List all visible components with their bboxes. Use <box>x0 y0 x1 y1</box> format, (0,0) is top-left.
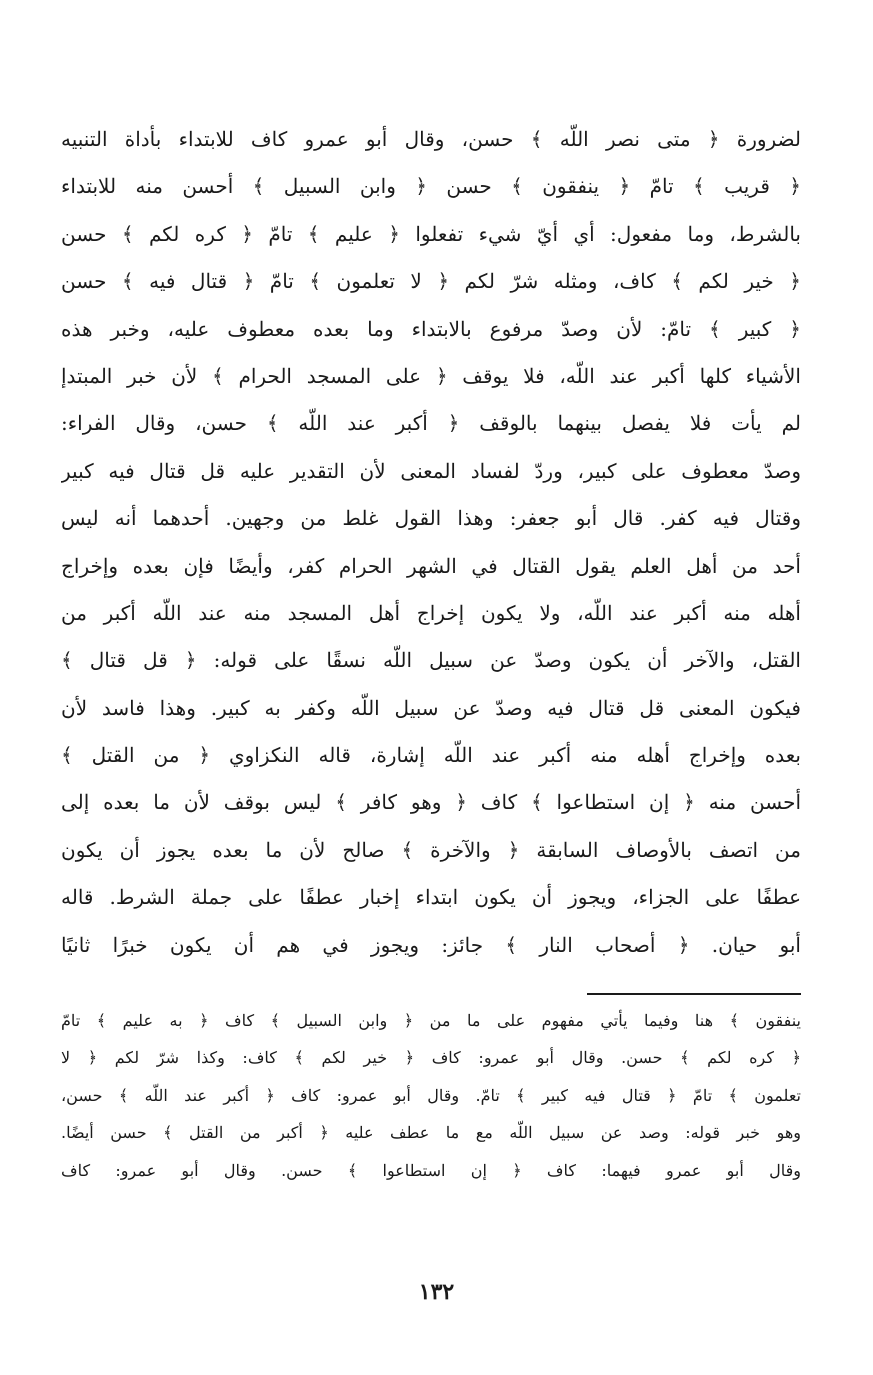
text-line: ﴿ قريب ﴾ تامّ ﴿ ينفقون ﴾ حسن ﴿ وابن السبيل ﴾ أحسن منه للابتداء <box>61 174 801 199</box>
page-number: ١٣٢ <box>418 1279 455 1305</box>
text-line: وقتال فيه كفر. قال أبو جعفر: وهذا القول غلط من وجهين. أحدهما أنه ليس <box>61 506 801 531</box>
text-line: الأشياء كلها أكبر عند اللّه، فلا يوقف ﴿ على المسجد الحرام ﴾ لأن خبر المبتدإ <box>61 363 801 388</box>
footnote-divider <box>587 993 801 995</box>
text-line: أهله منه أكبر عند اللّه، ولا يكون إخراج أهل المسجد منه عند اللّه أكبر من <box>61 600 801 625</box>
footnote-line: وهو خبر قوله: وصد عن سبيل اللّه مع ما عطف عليه ﴿ أكبر من القتل ﴾ حسن أيضًا. <box>61 1123 801 1143</box>
text-line: فيكون المعنى قل قتال فيه وصدّ عن سبيل اللّه وكفر به كبير. وهذا فاسد لأن <box>61 695 801 720</box>
text-line: القتل، والآخر أن يكون وصدّ عن سبيل اللّه نسقًا على قوله: ﴿ قل قتال ﴾ <box>61 648 801 673</box>
footnote-line: تعلمون ﴾ تامّ ﴿ قتال فيه كبير ﴾ تامّ. وقال أبو عمرو: كاف ﴿ أكبر عند اللّه ﴾ حسن، <box>61 1085 801 1105</box>
text-line: أحسن منه ﴿ إن استطاعوا ﴾ كاف ﴿ وهو كافر ﴾ ليس بوقف لأن ما بعده إلى <box>61 790 801 815</box>
text-line: بالشرط، وما مفعول: أي أيّ شيء تفعلوا ﴿ عليم ﴾ تامّ ﴿ كره لكم ﴾ حسن <box>61 221 801 246</box>
footnote-line: ينفقون ﴾ هنا وفيما يأتي مفهوم على ما من ﴿ وابن السبيل ﴾ كاف ﴿ به عليم ﴾ تامّ <box>61 1011 801 1030</box>
text-line: وصدّ معطوف على كبير، وردّ لفساد المعنى لأن التقدير عليه قل قتال فيه كبير <box>61 458 801 483</box>
footnotes-section <box>61 1002 801 1189</box>
text-line: أبو حيان. ﴿ أصحاب النار ﴾ جائز: ويجوز في هم أن يكون خبرًا ثانيًا <box>61 932 801 957</box>
footnote-line: وقال أبو عمرو فيهما: كاف ﴿ إن استطاعوا ﴾ حسن. وقال أبو عمرو: كاف <box>61 1160 801 1180</box>
text-line: لم يأت فلا يفصل بينهما بالوقف ﴿ أكبر عند اللّه ﴾ حسن، وقال الفراء: <box>61 411 801 436</box>
text-line: بعده وإخراج أهله منه أكبر عند اللّه إشارة، قاله النكزاوي ﴿ من القتل ﴾ <box>61 743 801 768</box>
text-line: أحد من أهل العلم يقول القتال في الشهر الحرام كفر، وأيضًا فإن بعده وإخراج <box>61 553 801 578</box>
text-line: من اتصف بالأوصاف السابقة ﴿ والآخرة ﴾ صالح لأن ما بعده يجوز أن يكون <box>61 837 801 862</box>
text-line: ﴿ خير لكم ﴾ كاف، ومثله شرّ لكم ﴿ لا تعلمون ﴾ تامّ ﴿ قتال فيه ﴾ حسن <box>61 269 801 294</box>
text-line: ﴿ كبير ﴾ تامّ: لأن وصدّ مرفوع بالابتداء وما بعده معطوف عليه، وخبر هذه <box>61 316 801 341</box>
main-text-body <box>61 116 801 969</box>
footnote-line: ﴿ كره لكم ﴾ حسن. وقال أبو عمرو: كاف ﴿ خير لكم ﴾ كاف: وكذا شرّ لكم ﴿ لا <box>61 1048 801 1068</box>
text-line: عطفًا على الجزاء، ويجوز أن يكون ابتداء إخبار عطفًا على جملة الشرط. قاله <box>61 885 801 910</box>
text-line: لضرورة ﴿ متى نصر اللّه ﴾ حسن، وقال أبو عمرو كاف للابتداء بأداة التنبيه <box>61 127 801 151</box>
